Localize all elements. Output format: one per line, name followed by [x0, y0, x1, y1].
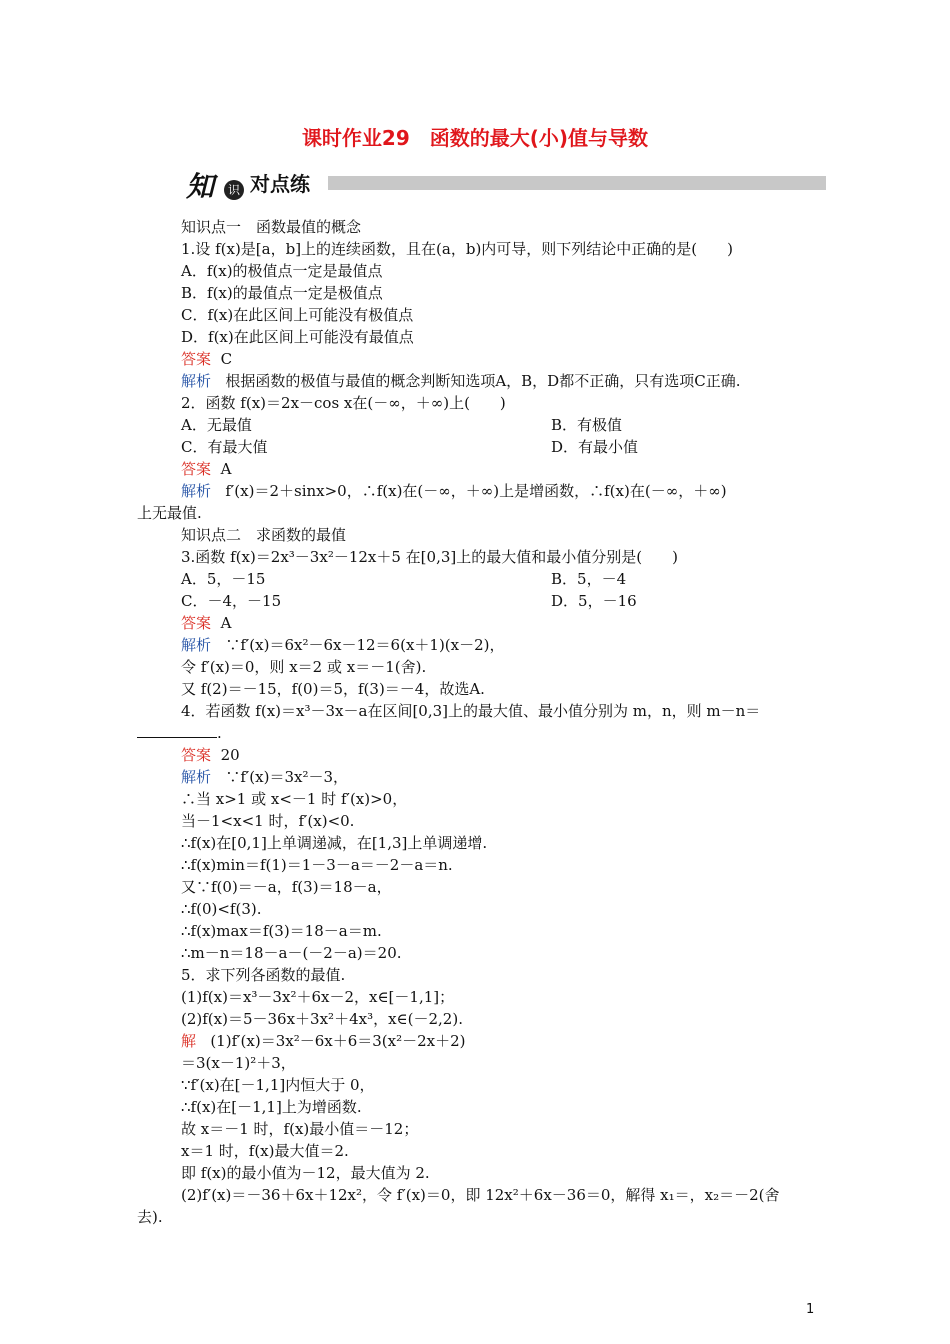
analysis-row [137, 766, 817, 788]
option: B．有极值 [551, 416, 623, 434]
solution-text: ＝3(x－1)²＋3， [181, 1054, 296, 1072]
banner-glyph: 知 [186, 170, 215, 203]
banner-badge: 识 [224, 180, 244, 200]
analysis-row [137, 370, 817, 392]
option: C．f(x)在此区间上可能没有极值点 [181, 306, 414, 324]
analysis-text: ∵f′(x)＝6x²－6x－12＝6(x＋1)(x－2)， [225, 636, 505, 654]
answer-row [137, 458, 817, 480]
sub-question: (1)f(x)＝x³－3x²＋6x－2，x∈[－1,1]； [181, 988, 455, 1006]
analysis-text: 又∵f(0)＝－a，f(3)＝18－a， [181, 878, 392, 896]
analysis-row [137, 480, 817, 502]
options-row [137, 590, 817, 612]
analysis-label: 解析 [181, 768, 212, 786]
document-body [137, 216, 817, 1228]
analysis-label: 解析 [181, 372, 212, 390]
answer-value: A [220, 460, 232, 478]
banner-label: 对点练 [250, 172, 310, 196]
analysis-text: ∴m－n＝18－a－(－2－a)＝20. [181, 944, 402, 962]
answer-row [137, 612, 817, 634]
knowledge-point-2: 知识点二 求函数的最值 [181, 526, 347, 544]
sub-question: (2)f(x)＝5－36x＋3x²＋4x³，x∈(－2,2). [181, 1010, 463, 1028]
blank-period: . [217, 724, 222, 742]
answer-label: 答案 [181, 350, 212, 368]
analysis-text: 当－1<x<1 时，f′(x)<0. [181, 812, 355, 830]
analysis-text: 上无最值. [137, 504, 202, 522]
answer-value: 20 [220, 746, 240, 764]
question-4: 4．若函数 f(x)＝x³－3x－a在区间[0,3]上的最大值、最小值分别为 m，n，则 m－n＝ [181, 702, 761, 720]
question-5: 5．求下列各函数的最值. [181, 966, 346, 984]
option: A．f(x)的极值点一定是最值点 [181, 262, 383, 280]
option: C．－4，－15 [181, 592, 282, 610]
answer-label: 答案 [181, 746, 212, 764]
analysis-text: 根据函数的极值与最值的概念判断知选项A，B，D都不正确，只有选项C正确. [225, 372, 741, 390]
answer-row [137, 744, 817, 766]
question-2: 2．函数 f(x)＝2x－cos x在(－∞，＋∞)上( ) [181, 394, 506, 412]
solution-row [137, 1030, 817, 1052]
analysis-text: ∵f′(x)＝3x²－3， [225, 768, 349, 786]
analysis-text: f′(x)＝2＋sinx>0，∴f(x)在(－∞，＋∞)上是增函数，∴f(x)在(－∞，＋∞) [225, 482, 727, 500]
solution-text: ∴f(x)在[－1,1]上为增函数. [181, 1098, 362, 1116]
page-title: 课时作业29 函数的最大(小)值与导数 [301, 126, 649, 150]
answer-value: A [220, 614, 232, 632]
option: D．5，－16 [551, 592, 637, 610]
analysis-text: ∴f(0)<f(3). [181, 900, 262, 918]
answer-blank [137, 723, 217, 738]
answer-label: 答案 [181, 460, 212, 478]
section-banner [180, 164, 826, 203]
option: B．f(x)的最值点一定是极值点 [181, 284, 383, 302]
solution-text: 去). [137, 1208, 163, 1226]
answer-value: C [220, 350, 233, 368]
answer-label: 答案 [181, 614, 212, 632]
analysis-text: ∴f(x)在[0,1]上单调递减，在[1,3]上单调递增. [181, 834, 488, 852]
options-row [137, 414, 817, 436]
option: A．无最值 [181, 416, 252, 434]
option: D．f(x)在此区间上可能没有最值点 [181, 328, 414, 346]
analysis-text: 又 f(2)＝－15，f(0)＝5，f(3)＝－4，故选A. [181, 680, 485, 698]
solution-text: (1)f′(x)＝3x²－6x＋6＝3(x²－2x＋2) [210, 1032, 466, 1050]
question-1: 1.设 f(x)是[a，b]上的连续函数，且在(a，b)内可导，则下列结论中正确的是( ) [181, 240, 734, 258]
solution-text: ∵f′(x)在[－1,1]内恒大于 0， [181, 1076, 375, 1094]
solution-text: 故 x＝－1 时，f(x)最小值＝－12； [181, 1120, 419, 1138]
answer-row [137, 348, 817, 370]
analysis-text: ∴当 x>1 或 x<－1 时 f′(x)>0， [181, 790, 408, 808]
page-number: 1 [806, 1302, 815, 1317]
analysis-text: ∴f(x)max＝f(3)＝18－a＝m. [181, 922, 382, 940]
option: D．有最小值 [551, 438, 639, 456]
analysis-row [137, 634, 817, 656]
question-4-blank-row [137, 722, 817, 744]
option: C．有最大值 [181, 438, 268, 456]
analysis-label: 解析 [181, 636, 212, 654]
options-row [137, 568, 817, 590]
options-row [137, 436, 817, 458]
option: A．5，－15 [181, 570, 266, 588]
banner-bar [328, 176, 826, 190]
analysis-label: 解析 [181, 482, 212, 500]
solution-label: 解 [181, 1032, 197, 1050]
solution-text: (2)f′(x)＝－36＋6x＋12x²，令 f′(x)＝0，即 12x²＋6x－36＝0，解得 x₁＝，x₂＝－2(舍 [181, 1186, 780, 1204]
question-3: 3.函数 f(x)＝2x³－3x²－12x＋5 在[0,3]上的最大值和最小值分别是( ) [181, 548, 678, 566]
solution-text: x＝1 时，f(x)最大值＝2. [181, 1142, 349, 1160]
analysis-text: 令 f′(x)＝0，则 x＝2 或 x＝－1(舍). [181, 658, 427, 676]
analysis-text: ∴f(x)min＝f(1)＝1－3－a＝－2－a＝n. [181, 856, 453, 874]
solution-text: 即 f(x)的最小值为－12，最大值为 2. [181, 1164, 430, 1182]
option: B．5，－4 [551, 570, 627, 588]
knowledge-point-1: 知识点一 函数最值的概念 [181, 218, 362, 236]
